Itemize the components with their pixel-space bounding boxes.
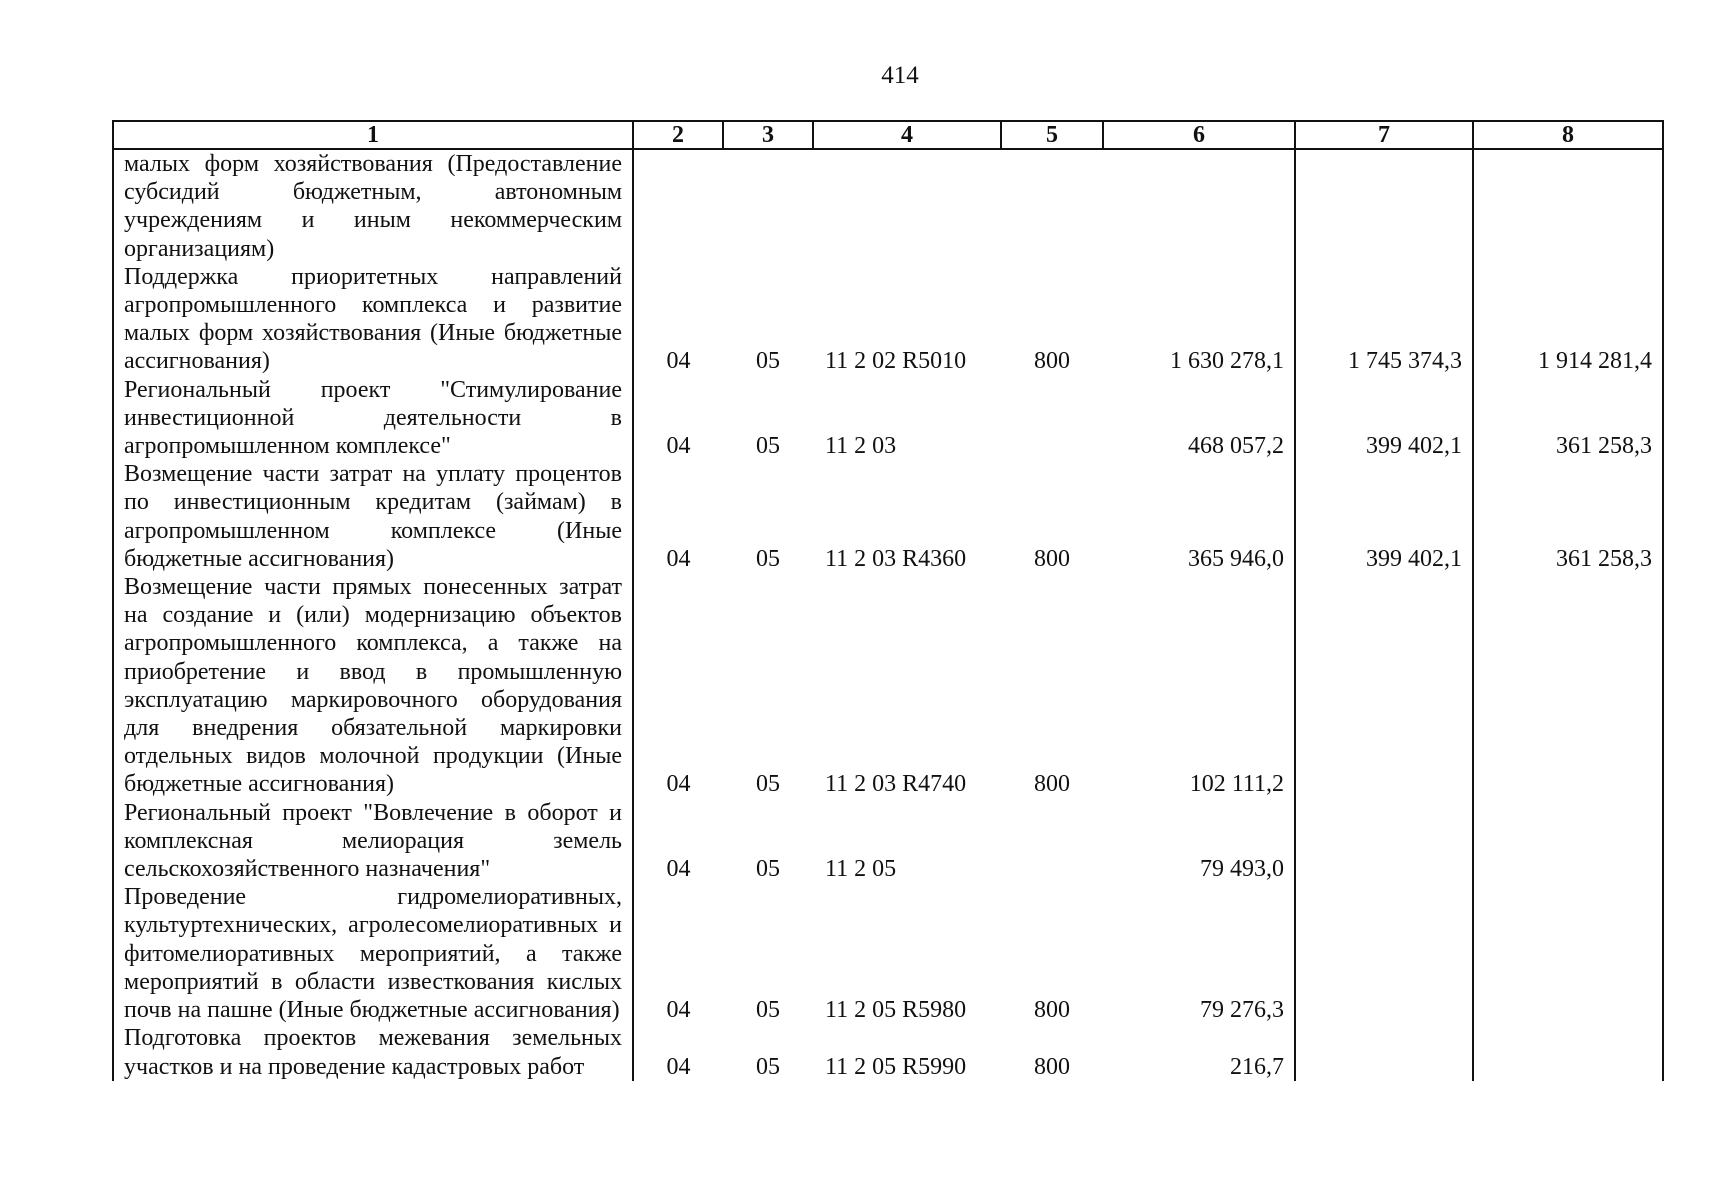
amount-col7-cell: 399 402,1: [1295, 460, 1473, 573]
subsection-code-cell: 05: [756, 348, 780, 375]
row-name-cell: Возмещение части прямых понесенных затрат на создание и (или) модернизацию объектов агропромышленного комплекса, а также на приобретение и ввод в промышленную эксплуатацию маркировочного оборудования для внедрения обязательной маркировки отдельных видов молочной продукции (Иные бюджетные ассигнования): [113, 573, 633, 799]
column-header-7: 7: [1295, 121, 1473, 149]
row-name-cell: малых форм хозяйствования (Предоставление субсидий бюджетным, автономным учреждениям и иным некоммерческим организациям): [113, 149, 633, 263]
amount-col7-cell: [1295, 149, 1473, 263]
section-code-cell: [633, 149, 723, 263]
target-article-cell: 11 2 05 R5980: [825, 997, 967, 1024]
section-code-cell: 04: [633, 376, 723, 461]
amount-col8-cell: 1 914 281,4: [1473, 263, 1663, 376]
table-row: [113, 263, 1663, 376]
target-article-cell: 11 2 05: [825, 856, 897, 883]
row-name-cell: Проведение гидромелиоративных, культуртехнических, агролесомелиоративных и фитомелиоративных мероприятий, а также мероприятий в области известкования кислых почв на пашне (Иные бюджетные ассигнования): [113, 883, 633, 1024]
table-row: [113, 883, 1663, 1024]
amount-col6-cell: 216,7: [1103, 1024, 1295, 1080]
target-article-cell: 11 2 02 R5010: [825, 348, 967, 375]
column-header-8: 8: [1473, 121, 1663, 149]
table-row: [113, 149, 1663, 263]
amount-col8-cell: [1473, 149, 1663, 263]
subsection-code-cell: 05: [756, 856, 780, 883]
section-code-cell: 04: [633, 573, 723, 799]
amount-col8-cell: 361 258,3: [1473, 460, 1663, 573]
subsection-code-cell: 05: [756, 771, 780, 798]
amount-col6-cell: 79 276,3: [1103, 883, 1295, 1024]
expense-type-cell: [1001, 149, 1103, 263]
amount-col8-cell: [1473, 883, 1663, 1024]
amount-col6-cell: 365 946,0: [1103, 460, 1295, 573]
target-article-cell: [813, 149, 1001, 263]
column-header-6: 6: [1103, 121, 1295, 149]
header-row: [113, 121, 1663, 149]
row-name-cell: Подготовка проектов межевания земельных участков и на проведение кадастровых работ: [113, 1024, 633, 1080]
expense-type-cell: 800: [1034, 771, 1070, 798]
table-row: [113, 1024, 1663, 1080]
section-code-cell: 04: [633, 1024, 723, 1080]
subsection-code-cell: 05: [756, 433, 780, 460]
column-header-3: 3: [723, 121, 813, 149]
subsection-code-cell: 05: [756, 1053, 780, 1080]
table-row: [113, 376, 1663, 461]
amount-col6-cell: 102 111,2: [1103, 573, 1295, 799]
expense-type-cell: 800: [1034, 997, 1070, 1024]
subsection-code-cell: 05: [756, 545, 780, 572]
subsection-code-cell: 05: [756, 997, 780, 1024]
expense-type-cell: 800: [1034, 1053, 1070, 1080]
column-header-4: 4: [813, 121, 1001, 149]
amount-col7-cell: 399 402,1: [1295, 376, 1473, 461]
amount-col6-cell: [1103, 149, 1295, 263]
expense-type-cell: [1001, 376, 1103, 461]
table-row: [113, 573, 1663, 799]
row-name-cell: Региональный проект "Стимулирование инвестиционной деятельности в агропромышленном комплексе": [113, 376, 633, 461]
amount-col6-cell: 468 057,2: [1103, 376, 1295, 461]
row-name-cell: Поддержка приоритетных направлений агропромышленного комплекса и развитие малых форм хозяйствования (Иные бюджетные ассигнования): [113, 263, 633, 376]
amount-col8-cell: [1473, 573, 1663, 799]
target-article-cell: 11 2 03 R4360: [825, 545, 967, 572]
amount-col6-cell: 1 630 278,1: [1103, 263, 1295, 376]
expense-type-cell: [1001, 799, 1103, 884]
column-header-1: 1: [113, 121, 633, 149]
table-row: [113, 799, 1663, 884]
amount-col7-cell: [1295, 883, 1473, 1024]
amount-col8-cell: 361 258,3: [1473, 376, 1663, 461]
table-row: [113, 460, 1663, 573]
target-article-cell: 11 2 05 R5990: [825, 1053, 967, 1080]
budget-table: [112, 120, 1664, 1081]
column-header-5: 5: [1001, 121, 1103, 149]
expense-type-cell: 800: [1034, 348, 1070, 375]
amount-col8-cell: [1473, 1024, 1663, 1080]
amount-col7-cell: [1295, 1024, 1473, 1080]
section-code-cell: 04: [633, 883, 723, 1024]
row-name-cell: Возмещение части затрат на уплату процентов по инвестиционным кредитам (займам) в агропромышленном комплексе (Иные бюджетные ассигнования): [113, 460, 633, 573]
section-code-cell: 04: [633, 263, 723, 376]
row-name-cell: Региональный проект "Вовлечение в оборот и комплексная мелиорация земель сельскохозяйственного назначения": [113, 799, 633, 884]
amount-col6-cell: 79 493,0: [1103, 799, 1295, 884]
target-article-cell: 11 2 03: [825, 433, 897, 460]
expense-type-cell: 800: [1034, 545, 1070, 572]
amount-col7-cell: [1295, 799, 1473, 884]
column-header-2: 2: [633, 121, 723, 149]
amount-col8-cell: [1473, 799, 1663, 884]
page-number: 414: [881, 62, 919, 89]
amount-col7-cell: [1295, 573, 1473, 799]
target-article-cell: 11 2 03 R4740: [825, 771, 967, 798]
section-code-cell: 04: [633, 799, 723, 884]
amount-col7-cell: 1 745 374,3: [1295, 263, 1473, 376]
subsection-code-cell: [723, 149, 813, 263]
section-code-cell: 04: [633, 460, 723, 573]
